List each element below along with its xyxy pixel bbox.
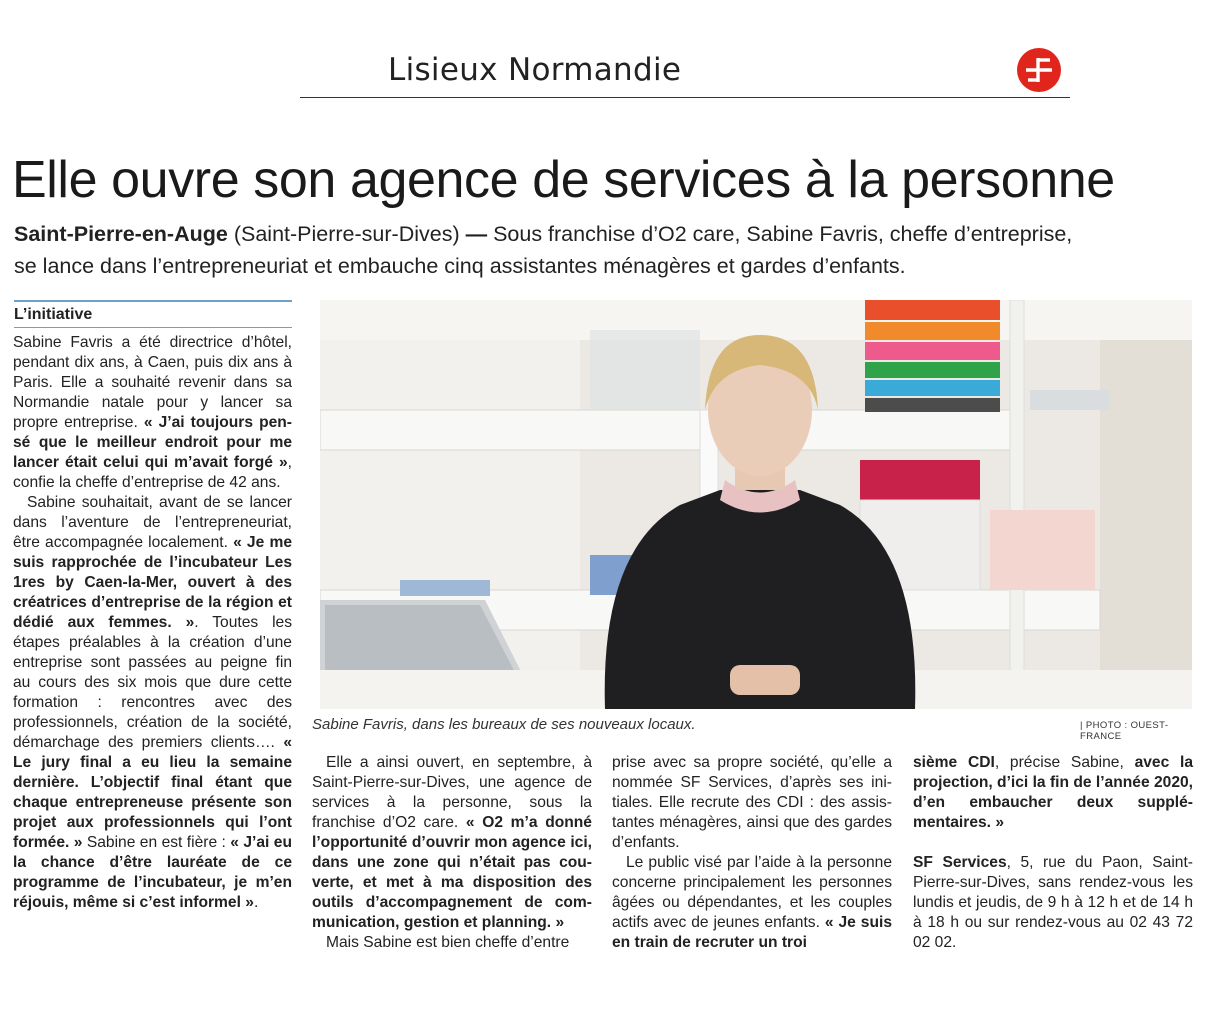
text-run: Sabine Favris a été directrice d’hôtel, pendant dix ans, à Caen, puis dix ans à Paris. Elle a souhaité revenir dans sa Normandie natale pour y lancer sa propre entreprise. [13,334,292,431]
quote: « Je me suis rapprochée de l’incubateur Les 1res by Caen-la-Mer, ouvert à des créatrices d’entreprise de la région et dédié aux femmes. » [13,534,292,631]
article-column-4 [913,753,1193,953]
text-run: Sabine en est fière : [82,834,231,851]
quote: sième CDI [913,754,995,771]
paragraph: Mais Sabine est bien cheffe d’entre [326,934,570,951]
chapeau-text: Sous franchise d’O2 care, Sabine Favris, cheffe d’entreprise, se lance dans l’entrepreneuriat et embauche cinq assistantes ménagères et gardes d’enfants. [14,222,1073,278]
text-run: , 5, rue du Paon, Saint-Pierre-sur-Dives, sans rendez-vous les lundis et jeudis, de 9 h à 12 h et de 14 h à 18 h ou sur rendez-vous au 02 43 72 02 02. [913,854,1193,951]
text-run: , confie la cheffe d’entreprise de 42 ans. [13,454,292,491]
company-name: SF Services [913,854,1007,871]
quote: « J’ai eu la chance d’être lauréate de ce programme de l’incubateur, je m’en réjouis, même si c’est informel » [13,834,292,911]
paragraph: prise avec sa propre société, qu’elle a nommée SF Services, d’après ses initiales. Elle recrute des CDI : des assistantes ménagères, ainsi que des gardes d’enfants. [612,754,892,851]
text-run: . [253,894,259,911]
paragraph [612,853,892,953]
quote: « Je suis en train de recruter un troi [612,914,892,951]
chapeau-place: Saint-Pierre-en-Auge [14,222,228,246]
quote: « O2 m’a donné l’opportunité d’ouvrir mon agence ici, dans une zone qui n’était pas couverte, et met à ma disposition des outils d’accompagnement de communication, gestion et planning. » [312,814,592,931]
paragraph [913,753,1193,833]
quote: avec la projection, d’ici la fin de l’année 2020, d’en embaucher deux supplémentaires. » [913,754,1194,831]
quote: « Le jury final a eu lieu la semaine dernière. L’objectif final étant que chaque entrepreneuse présente son projet aux professionnels qui l’ont formée. » [13,734,292,851]
rubric-label: L’initiative [14,306,93,323]
rubric [14,300,292,328]
text-run: . Toutes les étapes préalables à la création d’une entreprise sont passées au peigne fin au cours des six mois que dure cette formation : rencontres avec des professionnels, création de la société, démarchage des premiers clients…. [13,614,293,751]
paragraph [13,493,292,913]
quote: « J’ai toujours pensé que le meilleur endroit pour me lancer était celui qui m’avait forgé » [13,414,292,471]
article-photo [320,300,1192,709]
text-run: Sabine souhaitait, avant de se lancer dans l’aventure de l’entrepreneuriat, être accompagnée localement. [13,494,292,551]
article-column-3 [612,753,892,953]
chapeau [14,218,1074,282]
chapeau-place-detail: (Saint-Pierre-sur-Dives) [227,222,466,246]
headline: Elle ouvre son agence de services à la personne [12,151,1115,209]
article-column-2 [312,753,592,953]
photo-credit: | PHOTO : OUEST-FRANCE [1080,720,1169,742]
section-header [300,50,1070,98]
text-run: , précise Sabine, [994,754,1135,771]
photo-caption: Sabine Favris, dans les bureaux de ses nouveaux locaux. [312,716,696,733]
ouest-france-logo-icon [1017,48,1061,92]
chapeau-dash: — [465,222,488,246]
text-run: Le public visé par l’aide à la personne concerne principalement les personnes âgées ou dépendantes, et les couples actifs avec de jeunes enfants. [612,854,892,931]
section-title: Lisieux Normandie [388,52,682,88]
text-run: Elle a ainsi ouvert, en septembre, à Saint-Pierre-sur-Dives, une agence de services à la personne, sous la franchise d’O2 care. [312,754,592,831]
paragraph [13,333,292,493]
paragraph [913,853,1193,953]
paragraph [312,753,592,933]
article-column-1 [13,333,292,913]
